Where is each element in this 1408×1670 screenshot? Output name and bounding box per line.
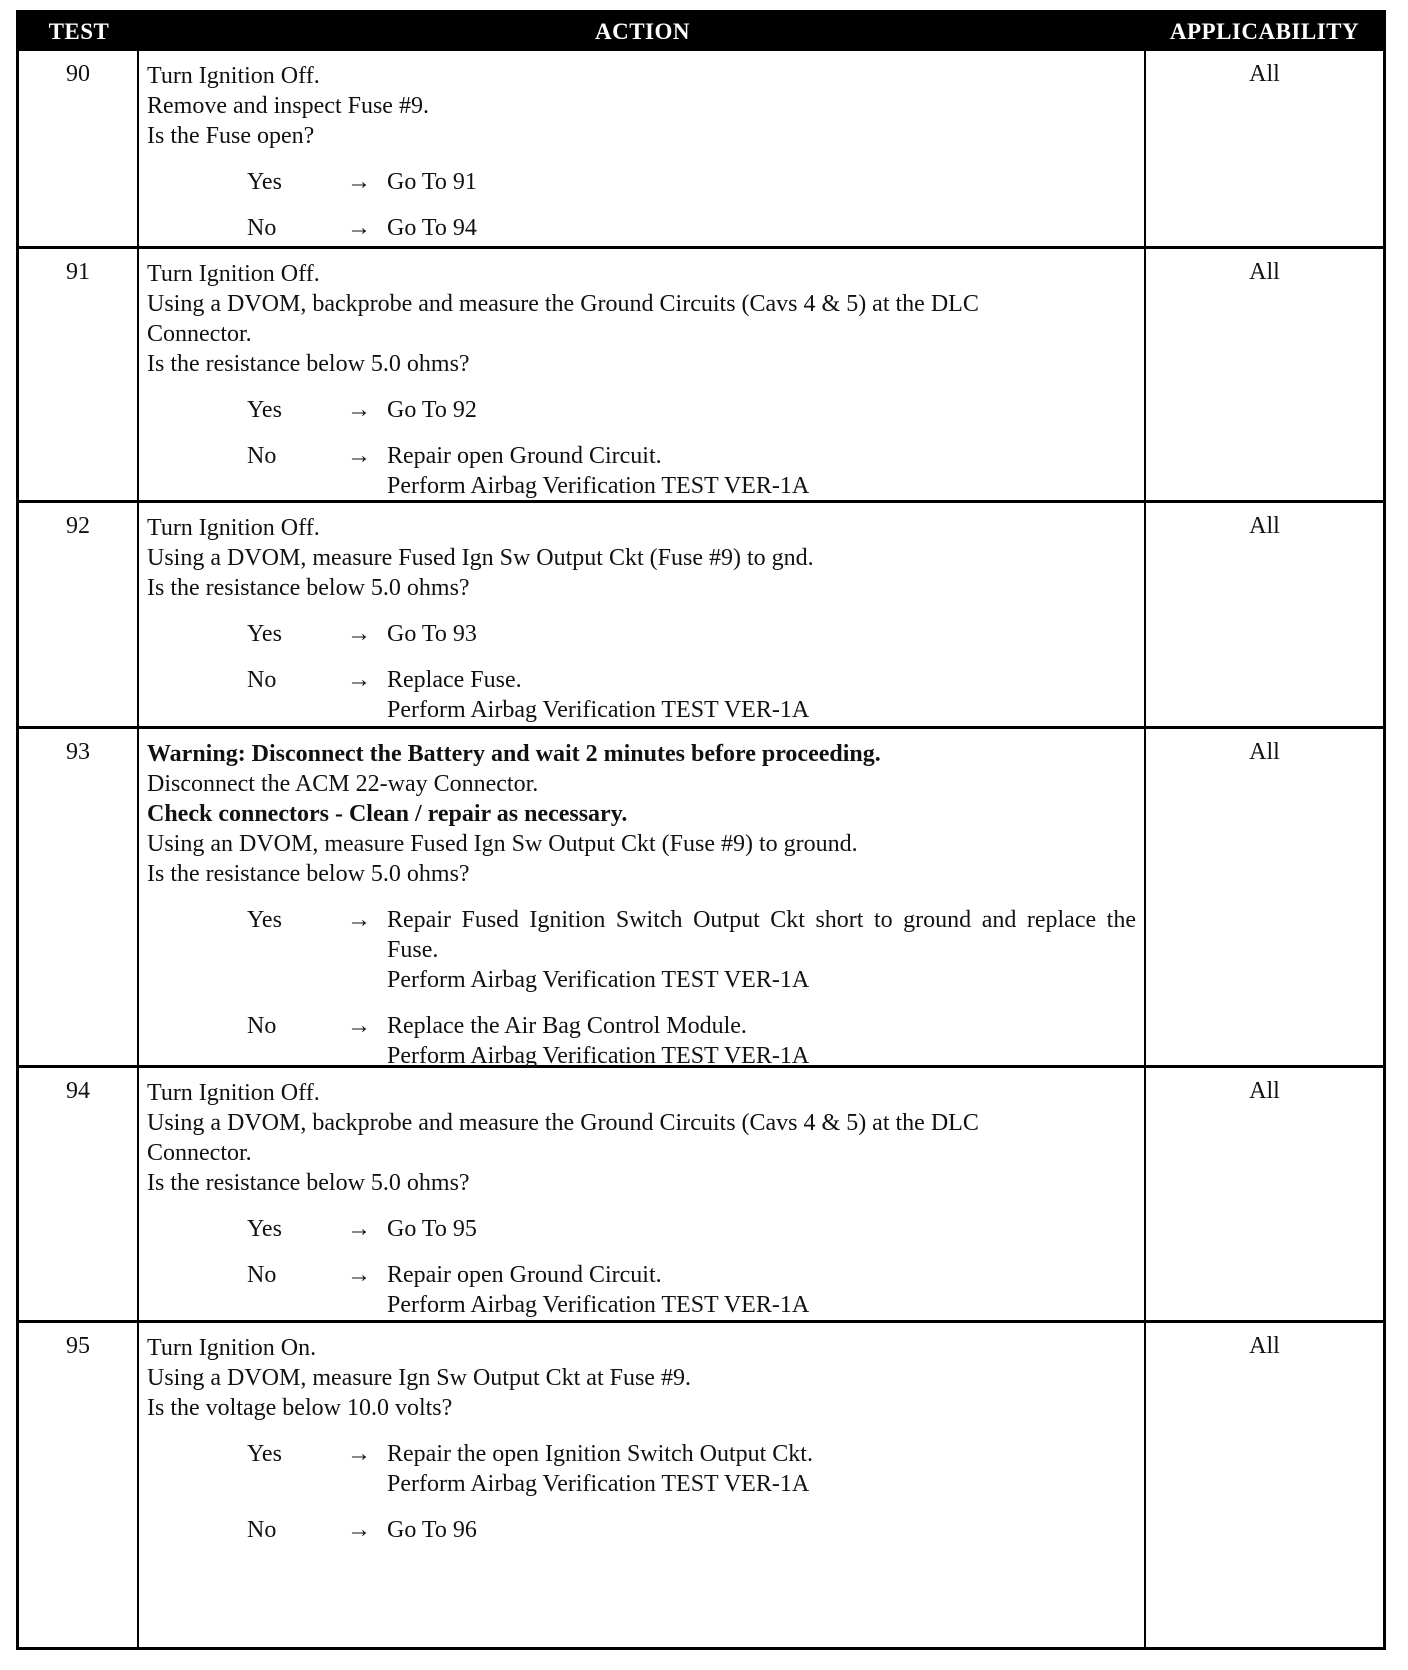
- action-line: Is the resistance below 5.0 ohms?: [147, 351, 470, 377]
- action-cell: [139, 51, 1146, 246]
- action-line: Is the resistance below 5.0 ohms?: [147, 1170, 470, 1196]
- table-row: [19, 249, 1383, 503]
- action-line: Using an DVOM, measure Fused Ign Sw Output Ckt (Fuse #9) to ground.: [147, 831, 858, 857]
- yes-result: [387, 395, 1136, 425]
- header-test: TEST: [48, 19, 110, 44]
- action-line: Is the resistance below 5.0 ohms?: [147, 575, 470, 601]
- action-cell: [139, 249, 1146, 500]
- action-line: Turn Ignition Off.: [147, 515, 320, 541]
- no-branch: [147, 441, 1136, 501]
- yes-branch: [147, 1214, 1136, 1244]
- yes-result-line: Perform Airbag Verification TEST VER-1A: [387, 967, 810, 993]
- test-number: 92: [19, 503, 139, 726]
- header-applicability: APPLICABILITY: [1169, 19, 1360, 44]
- test-number: 93: [19, 729, 139, 1065]
- yes-result-line: Go To 92: [387, 397, 477, 423]
- yes-branch: [147, 905, 1136, 995]
- no-result: [387, 1260, 1136, 1320]
- test-number: 91: [19, 249, 139, 500]
- no-branch: [147, 1515, 1136, 1545]
- action-line: Check connectors - Clean / repair as necessary.: [147, 801, 628, 827]
- action-line: Using a DVOM, measure Fused Ign Sw Output Ckt (Fuse #9) to gnd.: [147, 545, 814, 571]
- applicability: All: [1249, 61, 1280, 87]
- arrow-icon: →: [347, 169, 371, 195]
- table-row: [19, 503, 1383, 729]
- no-result: [387, 665, 1136, 725]
- action-line: Turn Ignition Off.: [147, 63, 320, 89]
- action-line: Warning: Disconnect the Battery and wait 2 minutes before proceeding.: [147, 741, 881, 767]
- action-line: Is the resistance below 5.0 ohms?: [147, 861, 470, 887]
- no-branch: [147, 665, 1136, 725]
- test-number: 94: [19, 1068, 139, 1320]
- no-label: No: [247, 1517, 277, 1543]
- arrow-icon: →: [347, 1013, 371, 1039]
- test-number: 95: [19, 1323, 139, 1647]
- arrow-icon: →: [347, 1441, 371, 1467]
- applicability: All: [1249, 1078, 1280, 1104]
- table-row: [19, 1068, 1383, 1323]
- yes-branch: [147, 167, 1136, 197]
- arrow-icon: →: [347, 443, 371, 469]
- diagnostic-table: [16, 10, 1386, 1650]
- arrow-icon: →: [347, 1262, 371, 1288]
- no-result-line: Go To 94: [387, 215, 477, 241]
- applicability: All: [1249, 259, 1280, 285]
- yes-label: Yes: [247, 1216, 282, 1242]
- action-line: Remove and inspect Fuse #9.: [147, 93, 429, 119]
- yes-label: Yes: [247, 1441, 282, 1467]
- no-branch: [147, 1260, 1136, 1320]
- applicability: All: [1249, 513, 1280, 539]
- applicability: All: [1249, 1333, 1280, 1359]
- action-cell: [139, 503, 1146, 726]
- yes-label: Yes: [247, 169, 282, 195]
- no-result: [387, 1515, 1136, 1545]
- no-result-line: Perform Airbag Verification TEST VER-1A: [387, 697, 810, 723]
- no-result-line: Perform Airbag Verification TEST VER-1A: [387, 473, 810, 499]
- no-result-line: Perform Airbag Verification TEST VER-1A: [387, 1043, 810, 1069]
- table-header: [19, 13, 1383, 51]
- yes-result-line: Go To 93: [387, 621, 477, 647]
- no-result-line: Repair open Ground Circuit.: [387, 443, 662, 469]
- yes-branch: [147, 395, 1136, 425]
- yes-result-line: Repair the open Ignition Switch Output Ckt.: [387, 1441, 813, 1467]
- yes-result-line: Repair Fused Ignition Switch Output Ckt short to ground and replace the Fuse.: [387, 907, 1136, 963]
- no-result-line: Replace Fuse.: [387, 667, 522, 693]
- yes-result-line: Perform Airbag Verification TEST VER-1A: [387, 1471, 810, 1497]
- action-cell: [139, 729, 1146, 1069]
- action-line: Is the Fuse open?: [147, 123, 315, 149]
- arrow-icon: →: [347, 1517, 371, 1543]
- action-line: Using a DVOM, backprobe and measure the Ground Circuits (Cavs 4 & 5) at the DLC: [147, 291, 979, 317]
- action-line: Connector.: [147, 321, 252, 347]
- yes-result: [387, 905, 1136, 995]
- action-line: Turn Ignition Off.: [147, 261, 320, 287]
- no-result-line: Perform Airbag Verification TEST VER-1A: [387, 1292, 810, 1318]
- arrow-icon: →: [347, 907, 371, 933]
- applicability: All: [1249, 739, 1280, 765]
- action-line: Turn Ignition Off.: [147, 1080, 320, 1106]
- yes-branch: [147, 619, 1136, 649]
- no-result-line: Replace the Air Bag Control Module.: [387, 1013, 747, 1039]
- action-cell: [139, 1323, 1146, 1647]
- arrow-icon: →: [347, 1216, 371, 1242]
- no-result: [387, 1011, 1136, 1071]
- table-row: [19, 1323, 1383, 1647]
- arrow-icon: →: [347, 621, 371, 647]
- yes-result: [387, 167, 1136, 197]
- no-result-line: Go To 96: [387, 1517, 477, 1543]
- no-result: [387, 213, 1136, 243]
- action-line: Is the voltage below 10.0 volts?: [147, 1395, 453, 1421]
- no-result: [387, 441, 1136, 501]
- header-action: ACTION: [594, 19, 690, 44]
- no-branch: [147, 1011, 1136, 1071]
- action-line: Connector.: [147, 1140, 252, 1166]
- yes-result: [387, 619, 1136, 649]
- no-label: No: [247, 667, 277, 693]
- no-label: No: [247, 443, 277, 469]
- yes-result-line: Go To 91: [387, 169, 477, 195]
- yes-label: Yes: [247, 907, 282, 933]
- action-line: Disconnect the ACM 22-way Connector.: [147, 771, 539, 797]
- arrow-icon: →: [347, 215, 371, 241]
- yes-result-line: Go To 95: [387, 1216, 477, 1242]
- no-label: No: [247, 215, 277, 241]
- yes-result: [387, 1439, 1136, 1499]
- yes-branch: [147, 1439, 1136, 1499]
- table-row: [19, 729, 1383, 1068]
- no-label: No: [247, 1262, 277, 1288]
- table-row: [19, 51, 1383, 249]
- action-cell: [139, 1068, 1146, 1320]
- action-line: Turn Ignition On.: [147, 1335, 317, 1361]
- action-line: Using a DVOM, backprobe and measure the Ground Circuits (Cavs 4 & 5) at the DLC: [147, 1110, 979, 1136]
- yes-label: Yes: [247, 621, 282, 647]
- test-number: 90: [19, 51, 139, 246]
- yes-label: Yes: [247, 397, 282, 423]
- yes-result: [387, 1214, 1136, 1244]
- no-result-line: Repair open Ground Circuit.: [387, 1262, 662, 1288]
- no-label: No: [247, 1013, 277, 1039]
- arrow-icon: →: [347, 397, 371, 423]
- arrow-icon: →: [347, 667, 371, 693]
- no-branch: [147, 213, 1136, 243]
- action-line: Using a DVOM, measure Ign Sw Output Ckt at Fuse #9.: [147, 1365, 691, 1391]
